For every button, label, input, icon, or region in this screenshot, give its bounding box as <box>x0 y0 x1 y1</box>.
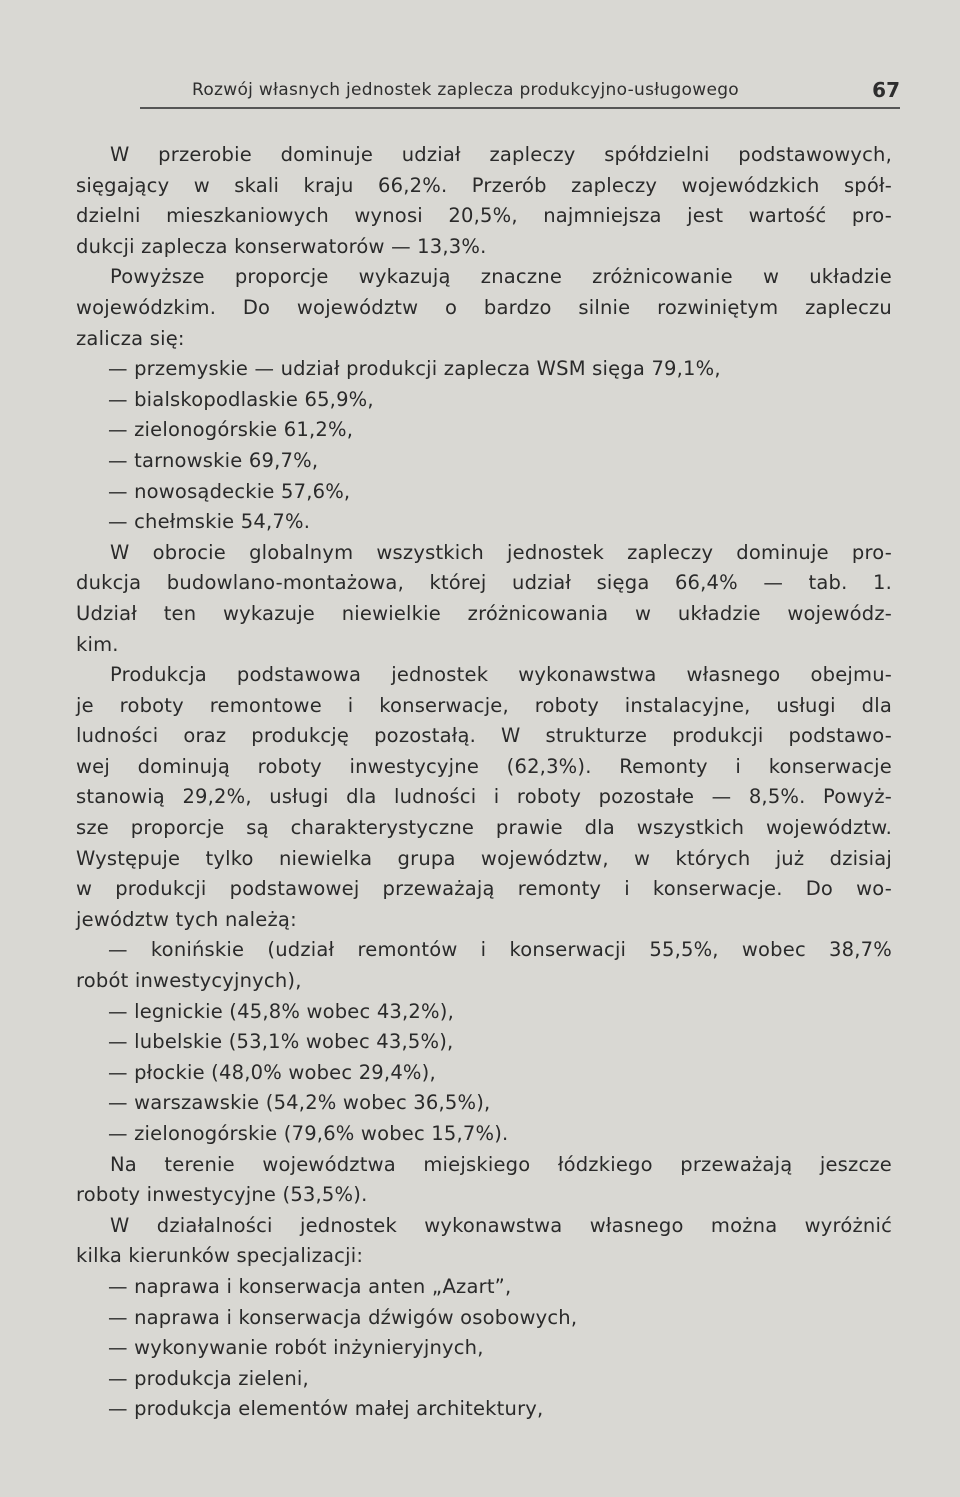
text-line: — naprawa i konserwacja dźwigów osobowych, <box>108 1305 578 1329</box>
text-line: — przemyskie — udział produkcji zaplecza WSM sięga 79,1%, <box>108 357 721 381</box>
text-line: dukcja budowlano-montażowa, której udział sięga 66,4% — tab. 1. <box>76 571 892 595</box>
text-line: roboty inwestycyjne (53,5%). <box>76 1183 368 1207</box>
text-line: W obrocie globalnym wszystkich jednostek zapleczy dominuje pro- <box>110 540 892 564</box>
text-line: kilka kierunków specjalizacji: <box>76 1244 364 1268</box>
text-line: w produkcji podstawowej przeważają remonty i konserwacje. Do wo- <box>76 877 892 901</box>
text-line: Udział ten wykazuje niewielkie zróżnicowania w układzie wojewódz- <box>76 601 892 625</box>
text-line: — warszawskie (54,2% wobec 36,5%), <box>108 1091 491 1115</box>
header-rule <box>140 107 900 109</box>
text-line: Na terenie województwa miejskiego łódzkiego przeważają jeszcze <box>110 1152 892 1176</box>
text-line: — legnickie (45,8% wobec 43,2%), <box>108 999 454 1023</box>
text-line: — zielonogórskie 61,2%, <box>108 418 354 442</box>
text-line: sięgający w skali kraju 66,2%. Przerób zapleczy wojewódzkich spół- <box>76 173 892 197</box>
text-line: dzielni mieszkaniowych wynosi 20,5%, najmniejsza jest wartość pro- <box>76 204 892 228</box>
text-line: wojewódzkim. Do województw o bardzo silnie rozwiniętym zapleczu <box>76 295 892 319</box>
text-line: zalicza się: <box>76 326 185 350</box>
text-line: — lubelskie (53,1% wobec 43,5%), <box>108 1030 454 1054</box>
text-line: — wykonywanie robót inżynieryjnych, <box>108 1336 484 1360</box>
text-line: kim. <box>76 632 119 656</box>
text-line: — produkcja zieleni, <box>108 1366 309 1390</box>
text-line: — tarnowskie 69,7%, <box>108 448 319 472</box>
text-line: je roboty remontowe i konserwacje, roboty instalacyjne, usługi dla <box>76 693 892 717</box>
body-text <box>76 140 892 1425</box>
text-line: — bialskopodlaskie 65,9%, <box>108 387 374 411</box>
text-line: robót inwestycyjnych), <box>76 969 302 993</box>
text-line: — nowosądeckie 57,6%, <box>108 479 351 503</box>
text-line: — zielonogórskie (79,6% wobec 15,7%). <box>108 1122 509 1145</box>
text-line: dukcji zaplecza konserwatorów — 13,3%. <box>76 234 487 258</box>
text-line: — chełmskie 54,7%. <box>108 510 311 534</box>
text-line: — płockie (48,0% wobec 29,4%), <box>108 1060 436 1084</box>
text-line: — naprawa i konserwacja anten „Azart”, <box>108 1274 512 1298</box>
text-line: — produkcja elementów małej architektury, <box>108 1397 544 1421</box>
text-line: wej dominują roboty inwestycyjne (62,3%). Remonty i konserwacje <box>76 754 892 778</box>
text-line: W przerobie dominuje udział zapleczy spółdzielni podstawowych, <box>110 143 892 166</box>
text-line: stanowią 29,2%, usługi dla ludności i roboty pozostałe — 8,5%. Powyż- <box>76 785 892 809</box>
text-line: sze proporcje są charakterystyczne prawie dla wszystkich województw. <box>76 816 892 840</box>
text-line: Powyższe proporcje wykazują znaczne zróżnicowanie w układzie <box>110 265 892 289</box>
page-header <box>140 80 900 108</box>
text-line: — konińskie (udział remontów i konserwacji 55,5%, wobec 38,7% <box>108 938 892 962</box>
page-number: 67 <box>872 78 900 102</box>
text-line: W działalności jednostek wykonawstwa własnego można wyróżnić <box>110 1213 892 1237</box>
running-title: Rozwój własnych jednostek zaplecza produkcyjno-usługowego <box>192 80 740 100</box>
text-line: Występuje tylko niewielka grupa województw, w których już dzisiaj <box>76 846 892 870</box>
text-line: jewództw tych należą: <box>76 907 297 931</box>
text-line: Produkcja podstawowa jednostek wykonawstwa własnego obejmu- <box>110 663 892 687</box>
text-line: ludności oraz produkcję pozostałą. W strukturze produkcji podstawo- <box>76 724 892 748</box>
